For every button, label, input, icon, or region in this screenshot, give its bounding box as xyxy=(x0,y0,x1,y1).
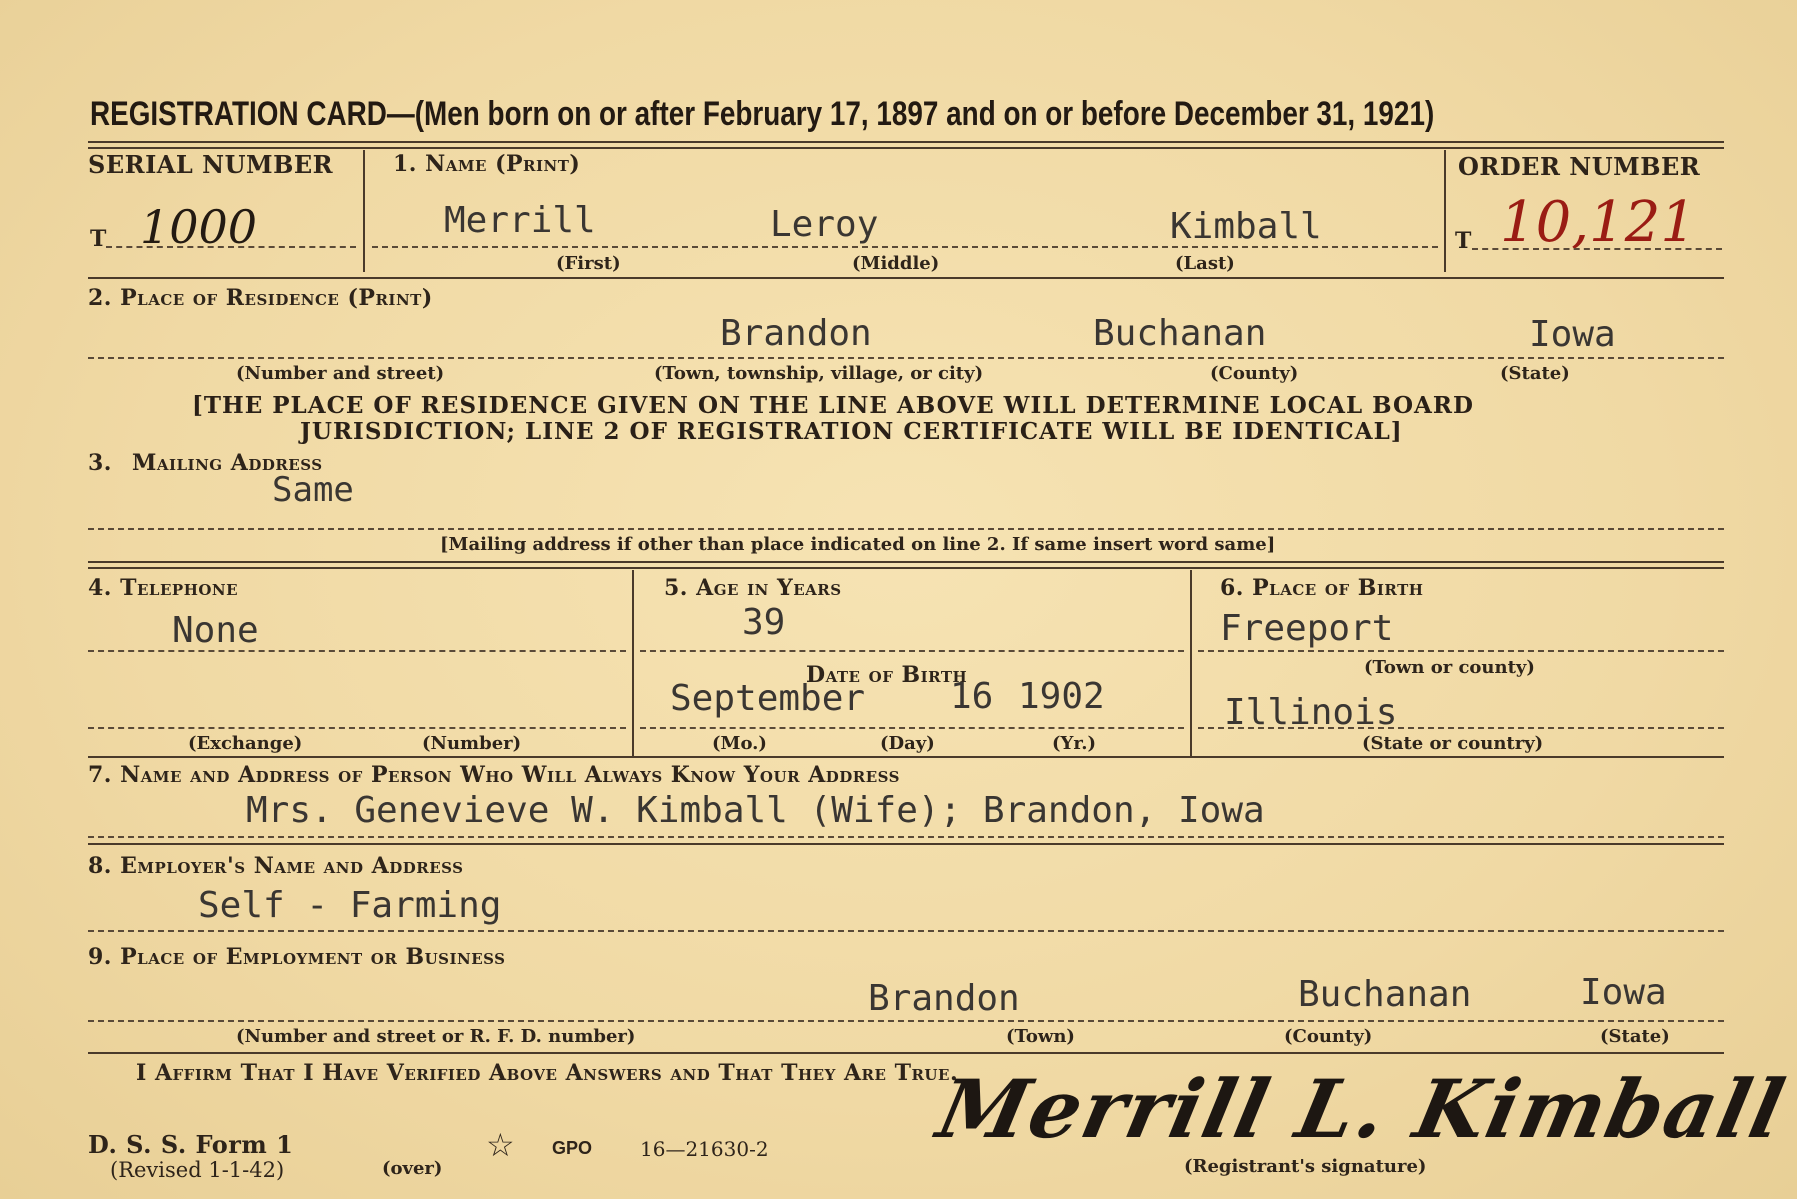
employment-state: Iowa xyxy=(1580,972,1667,1013)
serial-divider xyxy=(363,150,365,272)
mailing-caption: [Mailing address if other than place indicated on line 2. If same insert word same] xyxy=(440,534,1276,555)
age-underline xyxy=(640,650,1184,652)
birthplace-town-underline xyxy=(1198,650,1724,652)
dob-day-caption: (Day) xyxy=(880,733,935,754)
telephone-number-underline xyxy=(88,727,626,729)
age-divider xyxy=(1190,570,1192,756)
birthplace-state-caption: (State or country) xyxy=(1362,733,1544,754)
name-label: 1. Name (Print) xyxy=(393,151,581,177)
signature-caption: (Registrant's signature) xyxy=(1184,1156,1427,1177)
contact-underline xyxy=(88,836,1724,838)
residence-underline xyxy=(88,357,1724,359)
first-name: Merrill xyxy=(444,200,596,241)
row4-rule xyxy=(88,756,1724,758)
mailing-label: Mailing Address xyxy=(132,450,323,476)
mailing-address-value: Same xyxy=(272,470,354,510)
first-caption: (First) xyxy=(556,253,621,274)
middle-caption: (Middle) xyxy=(852,253,940,274)
order-number-value: 10,121 xyxy=(1500,190,1696,255)
residence-label: 2. Place of Residence (Print) xyxy=(88,285,433,311)
telephone-value: None xyxy=(172,610,259,651)
last-caption: (Last) xyxy=(1175,253,1235,274)
telephone-number-caption: (Number) xyxy=(422,733,522,754)
age-value: 39 xyxy=(742,602,786,643)
employment-street-caption: (Number and street or R. F. D. number) xyxy=(236,1026,636,1047)
residence-county: Buchanan xyxy=(1093,313,1267,354)
employment-county: Buchanan xyxy=(1298,974,1472,1015)
employment-town: Brandon xyxy=(868,978,1020,1019)
form-revised: (Revised 1-1-42) xyxy=(110,1158,285,1182)
dob-label: Date of Birth xyxy=(806,662,968,688)
birthplace-town-caption: (Town or county) xyxy=(1364,657,1535,678)
employer-label: 8. Employer's Name and Address xyxy=(88,853,464,879)
order-underline xyxy=(1472,248,1722,250)
residence-notice-line1: [THE PLACE OF RESIDENCE GIVEN ON THE LINE ABOVE WILL DETERMINE LOCAL BOARD xyxy=(192,392,1474,419)
order-divider xyxy=(1444,150,1446,272)
middle-name: Leroy xyxy=(770,204,879,245)
row7-rule xyxy=(88,843,1724,845)
over-note: (over) xyxy=(382,1158,443,1179)
employer-value: Self - Farming xyxy=(198,885,502,926)
telephone-label: 4. Telephone xyxy=(88,575,239,601)
registrant-signature: Merrill L. Kimball xyxy=(930,1062,1794,1156)
affirmation-text: I Affirm That I Have Verified Above Answers and That They Are True. xyxy=(136,1060,959,1086)
mailing-label-number: 3. xyxy=(88,450,112,476)
residence-notice-line2: JURISDICTION; LINE 2 OF REGISTRATION CERTIFICATE WILL BE IDENTICAL] xyxy=(300,418,1403,445)
mailing-underline xyxy=(88,528,1724,530)
age-label: 5. Age in Years xyxy=(664,575,842,601)
row9-rule xyxy=(88,1052,1724,1054)
card-title: REGISTRATION CARD—(Men born on or after February 17, 1897 and on or before December 31, 1921) xyxy=(90,95,1435,133)
dob-year: 1902 xyxy=(1018,676,1105,717)
residence-county-caption: (County) xyxy=(1210,363,1299,384)
birthplace-state: Illinois xyxy=(1224,692,1398,733)
employment-label: 9. Place of Employment or Business xyxy=(88,944,506,970)
residence-state-caption: (State) xyxy=(1500,363,1570,384)
telephone-divider xyxy=(632,570,634,756)
row3-rule xyxy=(88,561,1724,569)
residence-town: Brandon xyxy=(720,313,872,354)
contact-value: Mrs. Genevieve W. Kimball (Wife); Brandon, Iowa xyxy=(246,790,1265,831)
last-name: Kimball xyxy=(1170,206,1322,247)
residence-street-caption: (Number and street) xyxy=(236,363,445,384)
row1-rule xyxy=(88,277,1724,279)
order-prefix: T xyxy=(1455,228,1472,254)
telephone-exchange-caption: (Exchange) xyxy=(188,733,303,754)
contact-label: 7. Name and Address of Person Who Will Always Know Your Address xyxy=(88,762,901,788)
gpo-number: 16—21630-2 xyxy=(640,1137,769,1161)
dob-underline xyxy=(640,727,1184,729)
employment-county-caption: (County) xyxy=(1284,1026,1373,1047)
dob-day: 16 xyxy=(950,676,994,717)
serial-prefix: T xyxy=(90,226,107,252)
serial-number-label: SERIAL NUMBER xyxy=(88,150,334,179)
serial-underline xyxy=(106,246,356,248)
employer-underline xyxy=(88,930,1724,932)
dob-month-caption: (Mo.) xyxy=(712,733,767,754)
name-underline xyxy=(372,246,1438,248)
birthplace-town: Freeport xyxy=(1220,608,1394,649)
gpo-mark: GPO xyxy=(552,1138,593,1158)
form-number: D. S. S. Form 1 xyxy=(88,1130,294,1159)
top-rule xyxy=(88,141,1724,149)
serial-number-value: 1000 xyxy=(140,200,258,254)
birthplace-label: 6. Place of Birth xyxy=(1220,575,1424,601)
employment-underline xyxy=(88,1020,1724,1022)
employment-state-caption: (State) xyxy=(1600,1026,1670,1047)
order-number-label: ORDER NUMBER xyxy=(1458,152,1701,181)
dob-month: September xyxy=(670,678,866,719)
residence-town-caption: (Town, township, village, or city) xyxy=(654,363,984,384)
birthplace-state-underline xyxy=(1198,727,1724,729)
residence-state: Iowa xyxy=(1529,314,1616,355)
telephone-underline xyxy=(88,650,626,652)
dob-year-caption: (Yr.) xyxy=(1052,733,1096,754)
star-icon: ☆ xyxy=(486,1126,515,1164)
employment-town-caption: (Town) xyxy=(1006,1026,1075,1047)
